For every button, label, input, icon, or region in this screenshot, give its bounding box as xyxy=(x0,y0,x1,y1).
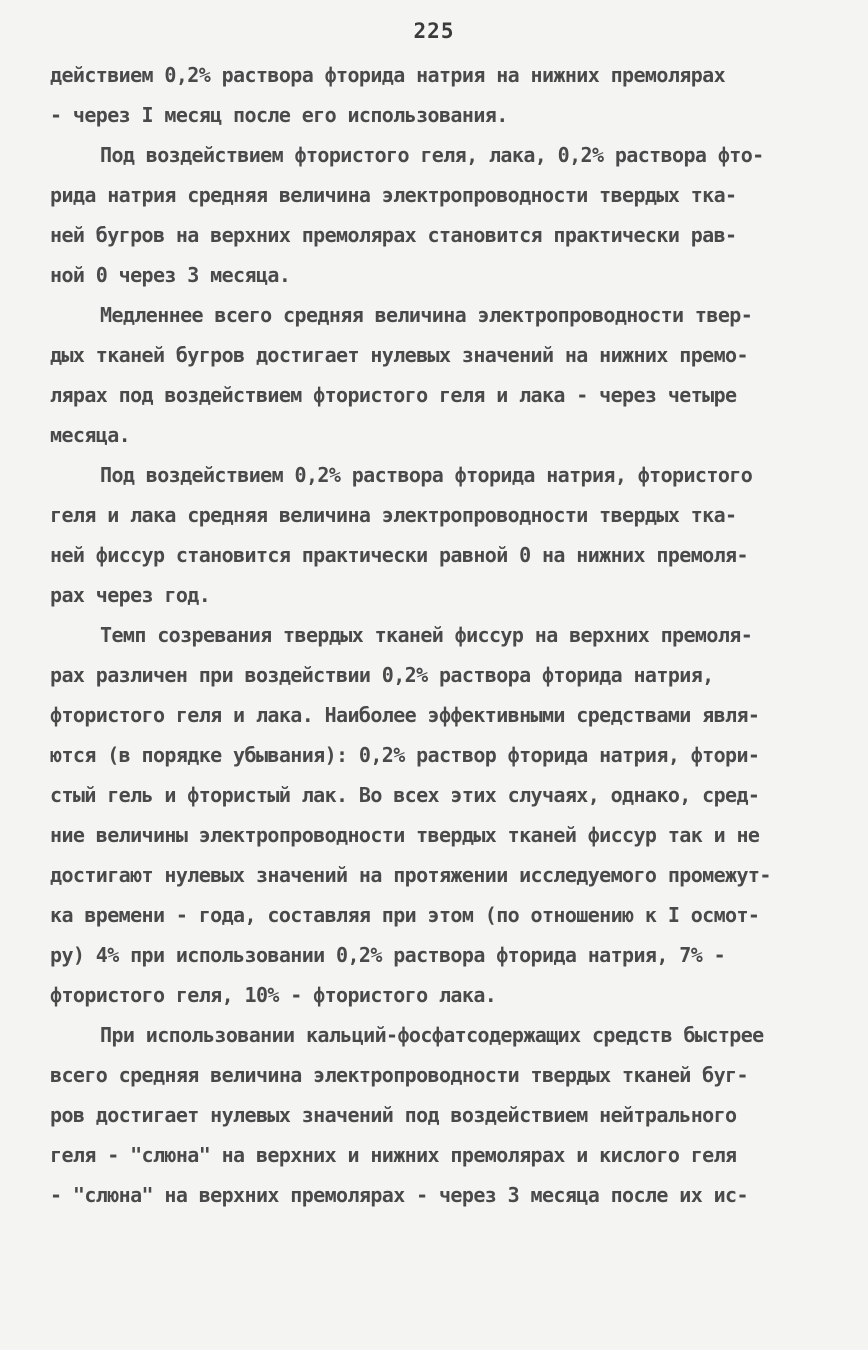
text-line: дых тканей бугров достигает нулевых значений на нижних премо- xyxy=(50,343,748,367)
text-line: действием 0,2% раствора фторида натрия на нижних премолярах xyxy=(50,63,726,87)
text-line: ров достигает нулевых значений под воздействием нейтрального xyxy=(50,1103,737,1127)
text-line: ются (в порядке убывания): 0,2% раствор фторида натрия, фтори- xyxy=(50,743,760,767)
text-line: рида натрия средняя величина электропроводности твердых тка- xyxy=(50,183,737,207)
text-line: стый гель и фтористый лак. Во всех этих случаях, однако, сред- xyxy=(50,783,760,807)
text-line: Под воздействием фтористого геля, лака, 0,2% раствора фто- xyxy=(100,143,764,167)
page-number: 225 xyxy=(413,19,455,43)
text-line: - через I месяц после его использования. xyxy=(50,103,508,127)
text-line: ние величины электропроводности твердых тканей фиссур так и не xyxy=(50,823,760,847)
text-line: лярах под воздействием фтористого геля и лака - через четыре xyxy=(50,383,737,407)
text-line: Под воздействием 0,2% раствора фторида натрия, фтористого xyxy=(100,463,753,487)
text-line: Темп созревания твердых тканей фиссур на верхних премоля- xyxy=(100,623,753,647)
text-line: достигают нулевых значений на протяжении исследуемого промежут- xyxy=(50,863,771,887)
text-line: ней фиссур становится практически равной 0 на нижних премоля- xyxy=(50,543,748,567)
text-line: геля и лака средняя величина электропроводности твердых тка- xyxy=(50,503,737,527)
text-line: рах через год. xyxy=(50,583,211,607)
text-line: рах различен при воздействии 0,2% раствора фторида натрия, xyxy=(50,663,714,687)
text-line: ной 0 через 3 месяца. xyxy=(50,263,291,287)
text-line: При использовании кальций-фосфатсодержащих средств быстрее xyxy=(100,1023,764,1047)
text-line: ру) 4% при использовании 0,2% раствора фторида натрия, 7% - xyxy=(50,943,726,967)
text-line: месяца. xyxy=(50,423,131,447)
text-line: фтористого геля и лака. Наиболее эффективными средствами явля- xyxy=(50,703,760,727)
text-line: всего средняя величина электропроводности твердых тканей буг- xyxy=(50,1063,748,1087)
text-line: - "слюна" на верхних премолярах - через 3 месяца после их ис- xyxy=(50,1183,748,1207)
text-line: геля - "слюна" на верхних и нижних премолярах и кислого геля xyxy=(50,1143,737,1167)
text-line: Медленнее всего средняя величина электропроводности твер- xyxy=(100,303,753,327)
text-line: ней бугров на верхних премолярах становится практически рав- xyxy=(50,223,737,247)
text-line: ка времени - года, составляя при этом (по отношению к I осмот- xyxy=(50,903,760,927)
text-line: фтористого геля, 10% - фтористого лака. xyxy=(50,983,497,1007)
